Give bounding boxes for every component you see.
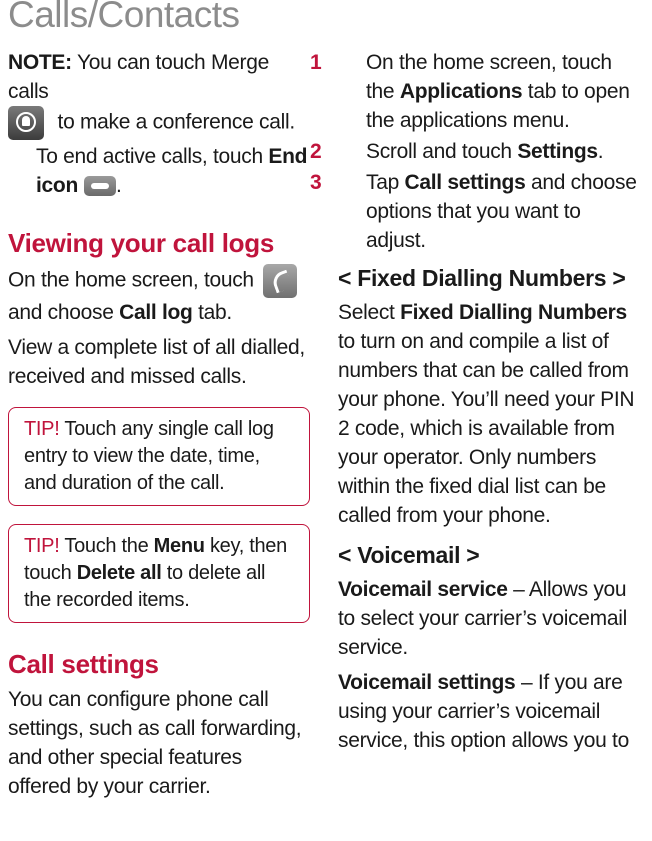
tip-text: Touch any single call log entry to view the date, time, and duration of the call. (24, 418, 274, 494)
heading-voicemail: < Voicemail > (338, 542, 480, 568)
text: to turn on and compile a list of numbers that can be called from your phone. You’ll need your PIN 2 code, which is available from your operator. Only numbers within the fixed dial list can be called from your phone. (338, 330, 635, 527)
call-settings-bold: Call settings (404, 171, 526, 194)
step-number: 1 (310, 51, 322, 74)
voicemail-settings-bold: Voicemail settings (338, 671, 516, 694)
right-column (310, 48, 644, 755)
tip-text: key, then touch (24, 535, 287, 584)
tip-text: to delete all the recorded items. (24, 562, 266, 611)
end-call-icon (84, 176, 116, 196)
text: – Allows you to select your carrier’s voicemail service. (338, 578, 627, 659)
text: – If you are using your carrier’s voicemail service, this option allows you to (338, 671, 629, 752)
step-text: Tap (366, 171, 405, 194)
left-column (8, 48, 310, 801)
step-end: . (115, 174, 122, 197)
step-2 (310, 137, 644, 166)
step-text: tab to open the applications menu. (366, 80, 630, 132)
tip-box-2 (8, 524, 310, 623)
note-paragraph (8, 48, 310, 140)
tip-box-1 (8, 407, 310, 506)
fixed-dialling-paragraph (338, 298, 644, 530)
step-1 (310, 48, 644, 135)
tip-label: TIP! (24, 535, 60, 557)
heading-fixed-dialling: < Fixed Dialling Numbers > (338, 265, 626, 291)
tip-text: Touch the (59, 535, 154, 557)
delete-all-bold: Delete all (76, 562, 162, 584)
step-text: On the home screen, touch the (366, 51, 612, 103)
step-number: 3 (310, 171, 322, 194)
step-text: . (597, 140, 604, 163)
tip-label: TIP! (24, 418, 60, 440)
note-text-2: to make a conference call. (52, 110, 295, 134)
call-logs-paragraph-1 (8, 264, 310, 327)
voicemail-service-bold: Voicemail service (338, 578, 508, 601)
step-text: and choose options that you want to adjust. (366, 171, 637, 252)
step-3 (310, 168, 644, 255)
voicemail-service-paragraph (338, 575, 644, 662)
section-heading-call-settings: Call settings (8, 649, 159, 679)
text: Select (338, 301, 401, 324)
menu-bold: Menu (153, 535, 205, 557)
applications-bold: Applications (399, 80, 523, 103)
step-6 (8, 142, 310, 200)
text: tab. (192, 301, 232, 324)
note-text: You can touch Merge calls (8, 51, 269, 103)
text: and choose (8, 301, 120, 324)
section-heading-call-logs: Viewing your call logs (8, 228, 274, 258)
call-log-bold: Call log (119, 301, 193, 324)
step-number (8, 142, 36, 171)
call-settings-paragraph: You can configure phone call settings, such as call forwarding, and other special features offered by your carrier. (8, 688, 302, 798)
page-title: Calls/Contacts (8, 0, 240, 35)
step-number: 2 (310, 140, 322, 163)
step-text: Scroll and touch (366, 140, 518, 163)
text: On the home screen, touch (8, 268, 260, 292)
step-text: To end active calls, touch (36, 145, 269, 168)
phone-icon (263, 264, 297, 298)
fixed-dialling-bold: Fixed Dialling Numbers (400, 301, 627, 324)
voicemail-settings-paragraph (338, 668, 644, 755)
settings-bold: Settings (517, 140, 598, 163)
step-bold: End icon (36, 145, 308, 197)
merge-calls-icon (8, 106, 44, 140)
note-label: NOTE: (8, 51, 72, 74)
call-logs-paragraph-2: View a complete list of all dialled, received and missed calls. (8, 336, 305, 388)
